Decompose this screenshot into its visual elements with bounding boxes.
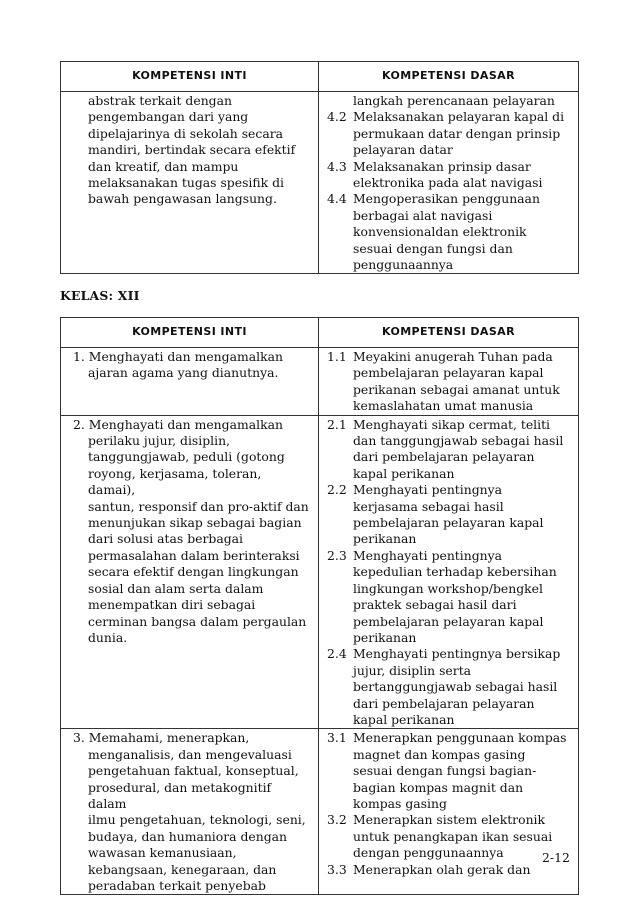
kd-item-2-1: 2.1 Menghayati sikap cermat, teliti dan tanggungjawab sebagai hasil dari pembelajaran pelayaran kapal perikanan <box>327 416 564 481</box>
table-row <box>61 729 579 895</box>
ki-item-2: 2. Menghayati dan mengamalkan perilaku jujur, disiplin, tanggungjawab, peduli (gotong royong, kerjasama, toleran, damai), santun, responsif dan pro-aktif dan menunjukan sikap sebagai bagian dari solusi atas berbagai permasalahan dalam berinteraksi secara efektif dengan lingkungan sosial dan alam serta dalam menempatkan diri sebagai cerminan bangsa dalam pergaulan dunia. <box>73 416 309 645</box>
kd-item-4-4: 4.4 Mengoperasikan penggunaan berbagai alat navigasi konvensionaldan elektronik sesuai dengan fungsi dan penggunaannya <box>327 191 540 273</box>
ki-text: abstrak terkait dengan pengembangan dari yang dipelajarinya di sekolah secara mandiri, bertindak secara efektif dan kreatif, dan mampu melaksanakan tugas spesifik di bawah pengawasan langsung. <box>88 93 296 207</box>
kd-cell <box>319 348 579 416</box>
competency-table-kelas-xii <box>60 317 579 895</box>
competency-table-continued <box>60 61 579 274</box>
ki-cell <box>61 415 319 729</box>
header-kompetensi-inti: KOMPETENSI INTI <box>61 318 319 348</box>
kd-cell <box>319 92 579 274</box>
kd-item-3-3: 3.3 Menerapkan olah gerak dan <box>327 861 531 877</box>
ki-item-1: 1. Menghayati dan mengamalkan ajaran agama yang dianutnya. <box>73 349 283 381</box>
ki-cell <box>61 348 319 416</box>
kd-cell <box>319 729 579 895</box>
kd-item-3-1: 3.1 Menerapkan penggunaan kompas magnet dan kompas gasing sesuai dengan fungsi bagian- bagian kompas magnit dan kompas gasing <box>327 730 567 811</box>
table-row <box>61 415 579 729</box>
header-kompetensi-dasar: KOMPETENSI DASAR <box>319 62 579 92</box>
page-number: 2-12 <box>542 850 570 865</box>
header-kompetensi-dasar: KOMPETENSI DASAR <box>319 318 579 348</box>
kd-item-2-4: 2.4 Menghayati pentingnya bersikap jujur, disiplin serta bertanggungjawab sebagai hasil dari pembelajaran pelayaran kapal perikanan <box>327 646 561 727</box>
kd-item-2-3: 2.3 Menghayati pentingnya kepedulian terhadap kebersihan lingkungan workshop/bengkel praktek sebagai hasil dari pembelajaran pelayaran kapal perikanan <box>327 547 557 645</box>
ki-cell <box>61 729 319 895</box>
ki-item-3: 3. Memahami, menerapkan, menganalisis, dan mengevaluasi pengetahuan faktual, konseptual, prosedural, dan metakognitif dalam ilmu pengetahuan, teknologi, seni, budaya, dan humaniora dengan wawasan kemanusiaan, kebangsaan, kenegaraan, dan peradaban terkait penyebab <box>73 730 306 893</box>
header-kompetensi-inti: KOMPETENSI INTI <box>61 62 319 92</box>
kd-item-4-3: 4.3 Melaksanakan prinsip dasar elektronika pada alat navigasi <box>327 158 543 191</box>
kd-item-1-1: 1.1 Meyakini anugerah Tuhan pada pembelajaran pelayaran kapal perikanan sebagai amanat untuk kemaslahatan umat manusia <box>327 349 560 414</box>
ki-cell <box>61 92 319 274</box>
kelas-heading: KELAS: XII <box>60 288 140 303</box>
kd-item: langkah perencanaan pelayaran <box>353 93 555 108</box>
table-row <box>61 348 579 416</box>
kd-cell <box>319 415 579 729</box>
kd-item-4-2: 4.2 Melaksanakan pelayaran kapal di permukaan datar dengan prinsip pelayaran datar <box>327 109 565 158</box>
kd-item-3-2: 3.2 Menerapkan sistem elektronik untuk penangkapan ikan sesuai dengan penggunaannya <box>327 812 553 861</box>
kd-item-2-2: 2.2 Menghayati pentingnya kerjasama sebagai hasil pembelajaran pelayaran kapal perikanan <box>327 482 544 547</box>
